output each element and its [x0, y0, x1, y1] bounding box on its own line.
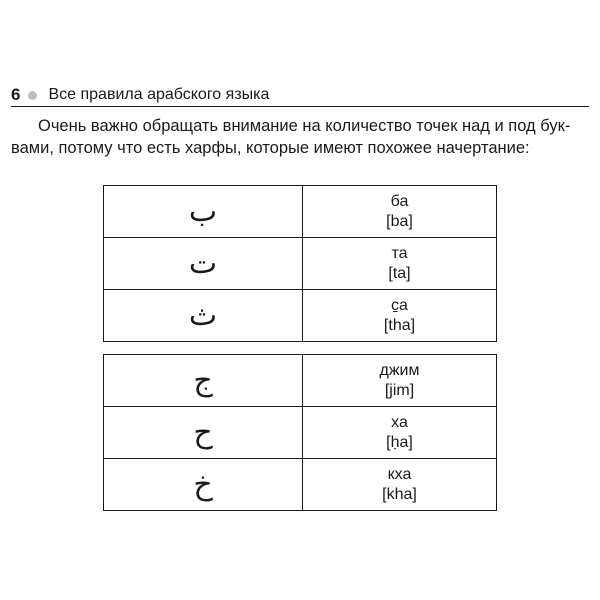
arabic-letter: ب — [104, 186, 303, 238]
letter-transliteration: [ḥa] — [386, 433, 413, 451]
letter-name-cell — [303, 238, 497, 290]
arabic-letter: ج — [104, 355, 303, 407]
letters-table-1 — [103, 185, 497, 342]
table-row — [104, 290, 497, 342]
page-number: 6 — [11, 85, 21, 104]
book-title: Все правила арабского языка — [48, 86, 270, 103]
arabic-letter: ح — [104, 407, 303, 459]
arabic-letter: ت — [104, 238, 303, 290]
table-row — [104, 407, 497, 459]
letter-name: кха — [387, 465, 412, 483]
letter-name: та — [391, 244, 408, 262]
letter-transliteration: [ba] — [386, 212, 413, 230]
letter-name: ба — [390, 192, 409, 210]
table-row — [104, 355, 497, 407]
intro-paragraph — [11, 115, 593, 159]
letter-transliteration: [kha] — [382, 485, 417, 503]
letter-transliteration: [jim] — [384, 381, 415, 399]
letter-name: джим — [379, 361, 420, 379]
paragraph-line-1: Очень важно обращать внимание на количество точек над и под бук- — [38, 117, 571, 135]
letter-name: c̱а — [391, 296, 408, 314]
bullet-dot-icon — [28, 91, 37, 100]
letter-name-cell — [303, 459, 497, 511]
letter-name-cell — [303, 355, 497, 407]
letter-name-cell — [303, 290, 497, 342]
table-row — [104, 459, 497, 511]
letter-name: ха — [391, 413, 408, 431]
letters-table-2 — [103, 354, 497, 511]
arabic-letter: ث — [104, 290, 303, 342]
letter-name-cell — [303, 186, 497, 238]
letter-name-cell — [303, 407, 497, 459]
running-header — [11, 84, 589, 107]
table-row — [104, 186, 497, 238]
letter-transliteration: [tha] — [383, 316, 416, 334]
table-row — [104, 238, 497, 290]
paragraph-line-2: вами, потому что есть харфы, которые имеют похожее начертание: — [11, 139, 530, 157]
letter-transliteration: [ta] — [388, 264, 411, 282]
arabic-letter: خ — [104, 459, 303, 511]
